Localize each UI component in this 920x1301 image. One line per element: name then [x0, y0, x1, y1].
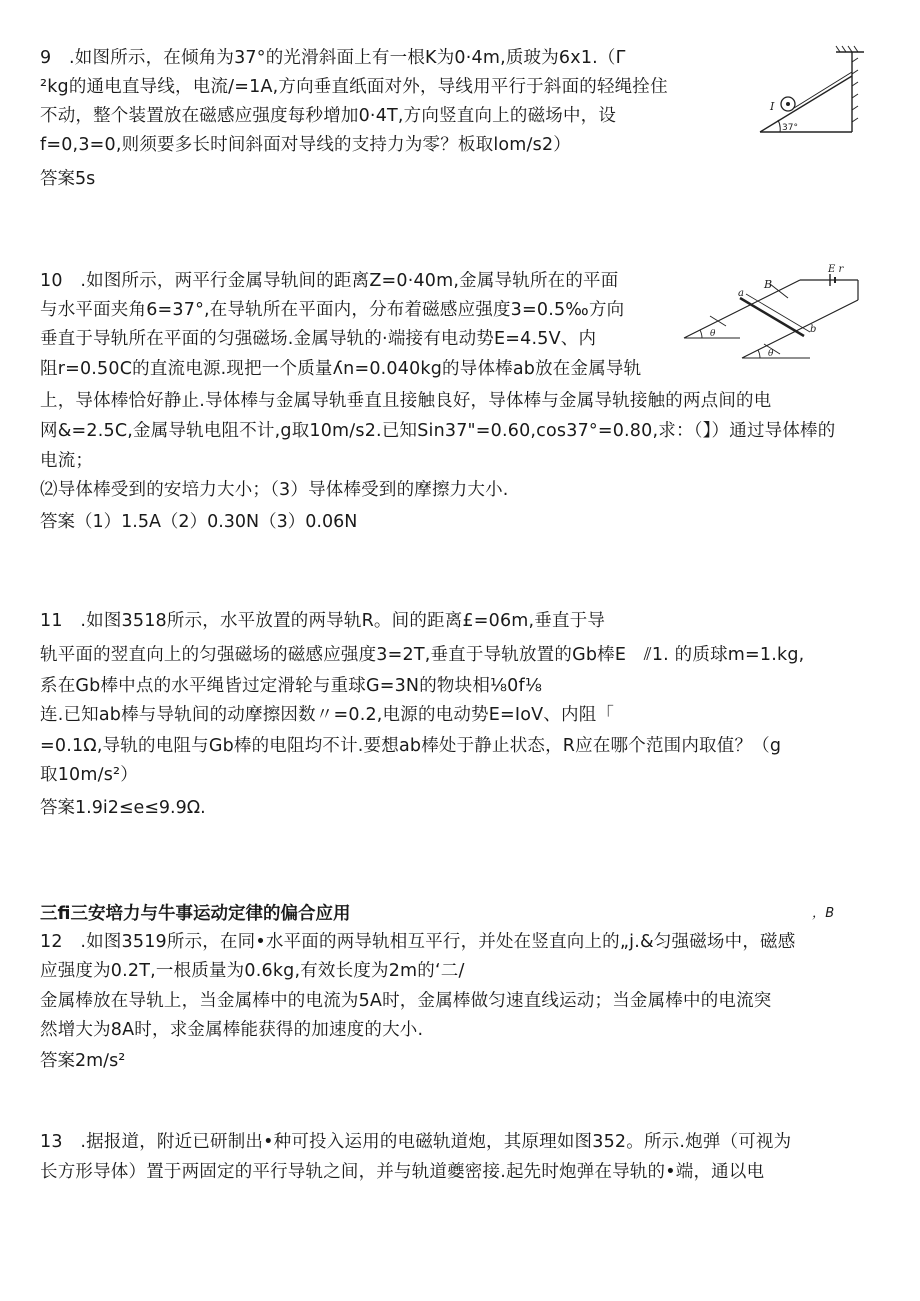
q10-figure-b-label: B	[764, 278, 773, 291]
q11-answer: 答案1.9i2≤e≤9.9Ω.	[40, 798, 206, 818]
section-heading: 三fi三安培力与牛事运动定律的偏合应用	[40, 904, 351, 924]
q9-line-3: 不动，整个装置放在磁感应强度每秒增加0·4T,方向竖直向上的磁场中，设	[40, 106, 617, 126]
q11-line-1: 11 .如图3518所示，水平放置的两导轨R。间的距离£=06m,垂直于导	[40, 611, 606, 631]
q10-figure-theta-2: θ	[768, 349, 774, 359]
q11-line-6: 取10m∕s²）	[40, 765, 138, 785]
q13-line-2: 长方形导体）置于两固定的平行导轨之间，并与轨道夔密接.起先时炮弹在导轨的•端，通以电	[40, 1162, 765, 1182]
q10-answer: 答案（1）1.5A（2）0.30N（3）0.06N	[40, 512, 358, 532]
q10-line-1: 10 .如图所示，两平行金属导轨间的距离Z=0·40m,金属导轨所在的平面	[40, 271, 619, 291]
q11-line-5: =0.1Ω,导轨的电阻与Gb棒的电阻均不计.要想ab棒处于静止状态，R应在哪个范围内取值？（g	[40, 736, 782, 756]
q10-line-5: 上，导体棒恰好静止.导体棒与金属导轨垂直且接触良好，导体棒与金属导轨接触的两点间的电	[40, 391, 772, 411]
q13-line-1: 13 .据报道，附近已研制出•种可投入运用的电磁轨道炮，其原理如图352。所示.炮弹（可视为	[40, 1132, 792, 1152]
q9-answer: 答案5s	[40, 169, 96, 189]
q9-line-4: f=0,3=0,则须要多长时间斜面对导线的支持力为零？板取lom∕s2）	[40, 135, 571, 155]
q12-line-1: 12 .如图3519所示，在同•水平面的两导轨相互平行，并处在竖直向上的„j.&匀强磁场中，磁感	[40, 932, 796, 952]
q9-figure-angle-label: 37°	[782, 123, 798, 133]
q12-answer: 答案2m∕s²	[40, 1051, 126, 1071]
q10-line-2: 与水平面夹角6=37°,在导轨所在平面内，分布着磁感应强度3=0.5‰方向	[40, 300, 625, 320]
section-mark: ，B	[812, 906, 835, 921]
q10-figure-b2-label: b	[810, 324, 817, 335]
q9-figure-current-label: I	[770, 100, 775, 113]
q11-line-2: 轨平面的翌直向上的匀强磁场的磁感应强度3=2T,垂直于导轨放置的Gb棒E ⫽1. 的质球m=1.kg,	[40, 645, 805, 665]
q10-line-6: 网&=2.5C,金属导轨电阻不计,g取10m∕s2.已知Sin37"=0.60,cos37°=0.80,求：（】）通过导体棒的	[40, 421, 836, 441]
q9-figure	[752, 40, 870, 140]
q11-line-3: 系在Gb棒中点的水平绳皆过定滑轮与重球G=3N的物块相⅛0f⅛	[40, 676, 543, 696]
q9-line-2: ²kg的通电直导线，电流/=1A,方向垂直纸面对外，导线用平行于斜面的轻绳拴住	[40, 77, 668, 97]
q10-line-3: 垂直于导轨所在平面的匀强磁场.金属导轨的·端接有电动势E=4.5V、内	[40, 329, 597, 349]
q10-line-4: 阻r=0.50C的直流电源.现把一个质量ʎn=0.040kg的导体棒ab放在金属导轨	[40, 359, 642, 379]
q11-line-4: 连.已知ab棒与导轨间的动摩擦因数〃=0.2,电源的电动势E=IoV、内阻「	[40, 705, 615, 725]
q10-figure	[680, 258, 866, 364]
q10-line-8: ⑵导体棒受到的安培力大小；（3）导体棒受到的摩擦力大小.	[40, 480, 509, 500]
q10-line-7: 电流；	[40, 451, 94, 471]
q12-line-3: 金属棒放在导轨上，当金属棒中的电流为5A时，金属棒做匀速直线运动；当金属棒中的电流突	[40, 991, 772, 1011]
q10-figure-theta-1: θ	[710, 329, 716, 339]
q10-figure-a-label: a	[738, 288, 744, 299]
q10-figure-er-label: E r	[828, 264, 844, 275]
q12-line-2: 应强度为0.2T,一根质量为0.6kg,有效长度为2m的‘二/	[40, 961, 465, 981]
q12-line-4: 然增大为8A时，求金属棒能获得的加速度的大小.	[40, 1020, 424, 1040]
q9-line-1: 9 .如图所示，在倾角为37°的光滑斜面上有一根K为0·4m,质玻为6x1.（Γ	[40, 48, 626, 68]
